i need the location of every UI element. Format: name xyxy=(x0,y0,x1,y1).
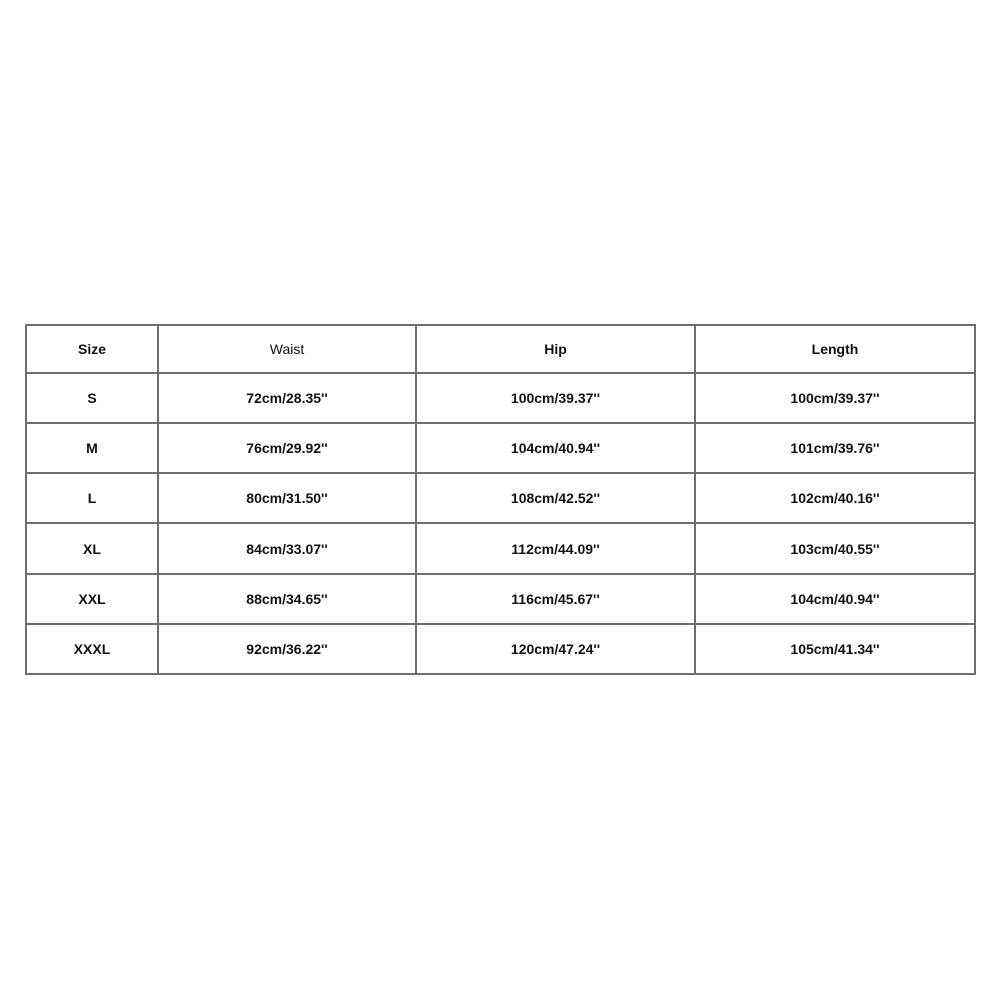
table-row xyxy=(26,624,975,674)
table-row xyxy=(26,473,975,523)
table-header-row xyxy=(26,325,975,373)
cell-size: M xyxy=(26,423,158,473)
table-row xyxy=(26,574,975,624)
header-size: Size xyxy=(26,325,158,373)
cell-length: 103cm/40.55'' xyxy=(695,523,975,573)
cell-size: L xyxy=(26,473,158,523)
cell-hip: 108cm/42.52'' xyxy=(416,473,695,523)
cell-size: XXXL xyxy=(26,624,158,674)
header-length: Length xyxy=(695,325,975,373)
cell-length: 105cm/41.34'' xyxy=(695,624,975,674)
cell-size: S xyxy=(26,373,158,423)
header-waist: Waist xyxy=(158,325,416,373)
cell-waist: 80cm/31.50'' xyxy=(158,473,416,523)
cell-waist: 76cm/29.92'' xyxy=(158,423,416,473)
cell-waist: 92cm/36.22'' xyxy=(158,624,416,674)
cell-waist: 72cm/28.35'' xyxy=(158,373,416,423)
cell-length: 101cm/39.76'' xyxy=(695,423,975,473)
size-chart-table xyxy=(25,324,976,675)
cell-waist: 84cm/33.07'' xyxy=(158,523,416,573)
cell-hip: 104cm/40.94'' xyxy=(416,423,695,473)
cell-waist: 88cm/34.65'' xyxy=(158,574,416,624)
table-row xyxy=(26,423,975,473)
header-hip: Hip xyxy=(416,325,695,373)
cell-hip: 120cm/47.24'' xyxy=(416,624,695,674)
table-row xyxy=(26,373,975,423)
table-row xyxy=(26,523,975,573)
cell-size: XXL xyxy=(26,574,158,624)
cell-hip: 116cm/45.67'' xyxy=(416,574,695,624)
cell-hip: 100cm/39.37'' xyxy=(416,373,695,423)
cell-length: 100cm/39.37'' xyxy=(695,373,975,423)
cell-hip: 112cm/44.09'' xyxy=(416,523,695,573)
cell-size: XL xyxy=(26,523,158,573)
cell-length: 104cm/40.94'' xyxy=(695,574,975,624)
cell-length: 102cm/40.16'' xyxy=(695,473,975,523)
